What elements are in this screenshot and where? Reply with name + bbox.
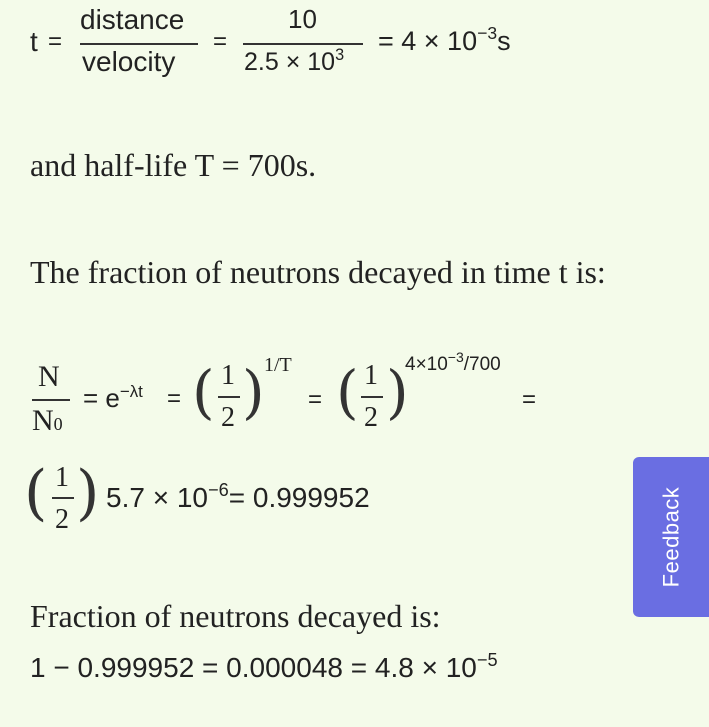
feedback-button[interactable]: [633, 457, 709, 617]
exponential-e: = $e^{-\lambda t}$: [83, 382, 143, 413]
feedback-label: Feedback: [658, 486, 683, 588]
numerator-N: N: [38, 360, 60, 393]
numerator-distance: distance: [80, 4, 185, 35]
left-paren: (: [192, 358, 215, 426]
right-paren: ): [76, 458, 100, 528]
fraction-bar: [361, 396, 383, 398]
equals-sign: =: [167, 385, 182, 412]
fraction-bar: [32, 399, 70, 401]
equals-sign: =: [308, 386, 323, 413]
half-numerator: 1: [221, 360, 235, 391]
right-paren: ): [242, 358, 265, 426]
half-denominator: 2: [221, 402, 235, 433]
exponent-1-over-T: 1/T: [264, 354, 292, 376]
left-paren: (: [336, 358, 359, 426]
fraction-bar: [243, 43, 363, 45]
fraction-intro-text: The fraction of neutrons decayed in time t is:: [30, 254, 606, 290]
result-value: $5.7 \times 10^{-6}= 0.999952$: [106, 480, 370, 513]
final-result: $1 - 0.999952 = 0.000048 = 4.8 \times 10^{-5}$: [30, 650, 498, 683]
right-paren: ): [386, 358, 409, 426]
exponent-value: $4\times 10^{-3}/700$: [405, 349, 501, 375]
decayed-intro-text: Fraction of neutrons decayed is:: [30, 598, 441, 634]
fraction-bar: [218, 396, 240, 398]
equals-sign: =: [213, 28, 228, 55]
var-t: t: [30, 26, 38, 57]
denominator-velocity: velocity: [82, 46, 176, 77]
left-paren: (: [24, 458, 48, 528]
fraction-bar: [52, 497, 74, 499]
half-life-text: and half-life T = 700s.: [30, 147, 317, 183]
half-denominator: 2: [55, 504, 69, 535]
half-denominator: 2: [364, 402, 378, 433]
half-numerator: 1: [364, 360, 378, 391]
time-result: = $4 \times 10^{-3}s$: [378, 23, 511, 56]
half-numerator: 1: [55, 462, 69, 493]
denominator-N0: N0: [32, 404, 63, 437]
equals-sign: =: [48, 28, 63, 55]
denominator-value: $2.5 \times 10^3$: [244, 46, 345, 76]
numerator-10: 10: [288, 4, 317, 34]
fraction-bar: [80, 43, 198, 45]
equals-sign: =: [522, 386, 537, 413]
